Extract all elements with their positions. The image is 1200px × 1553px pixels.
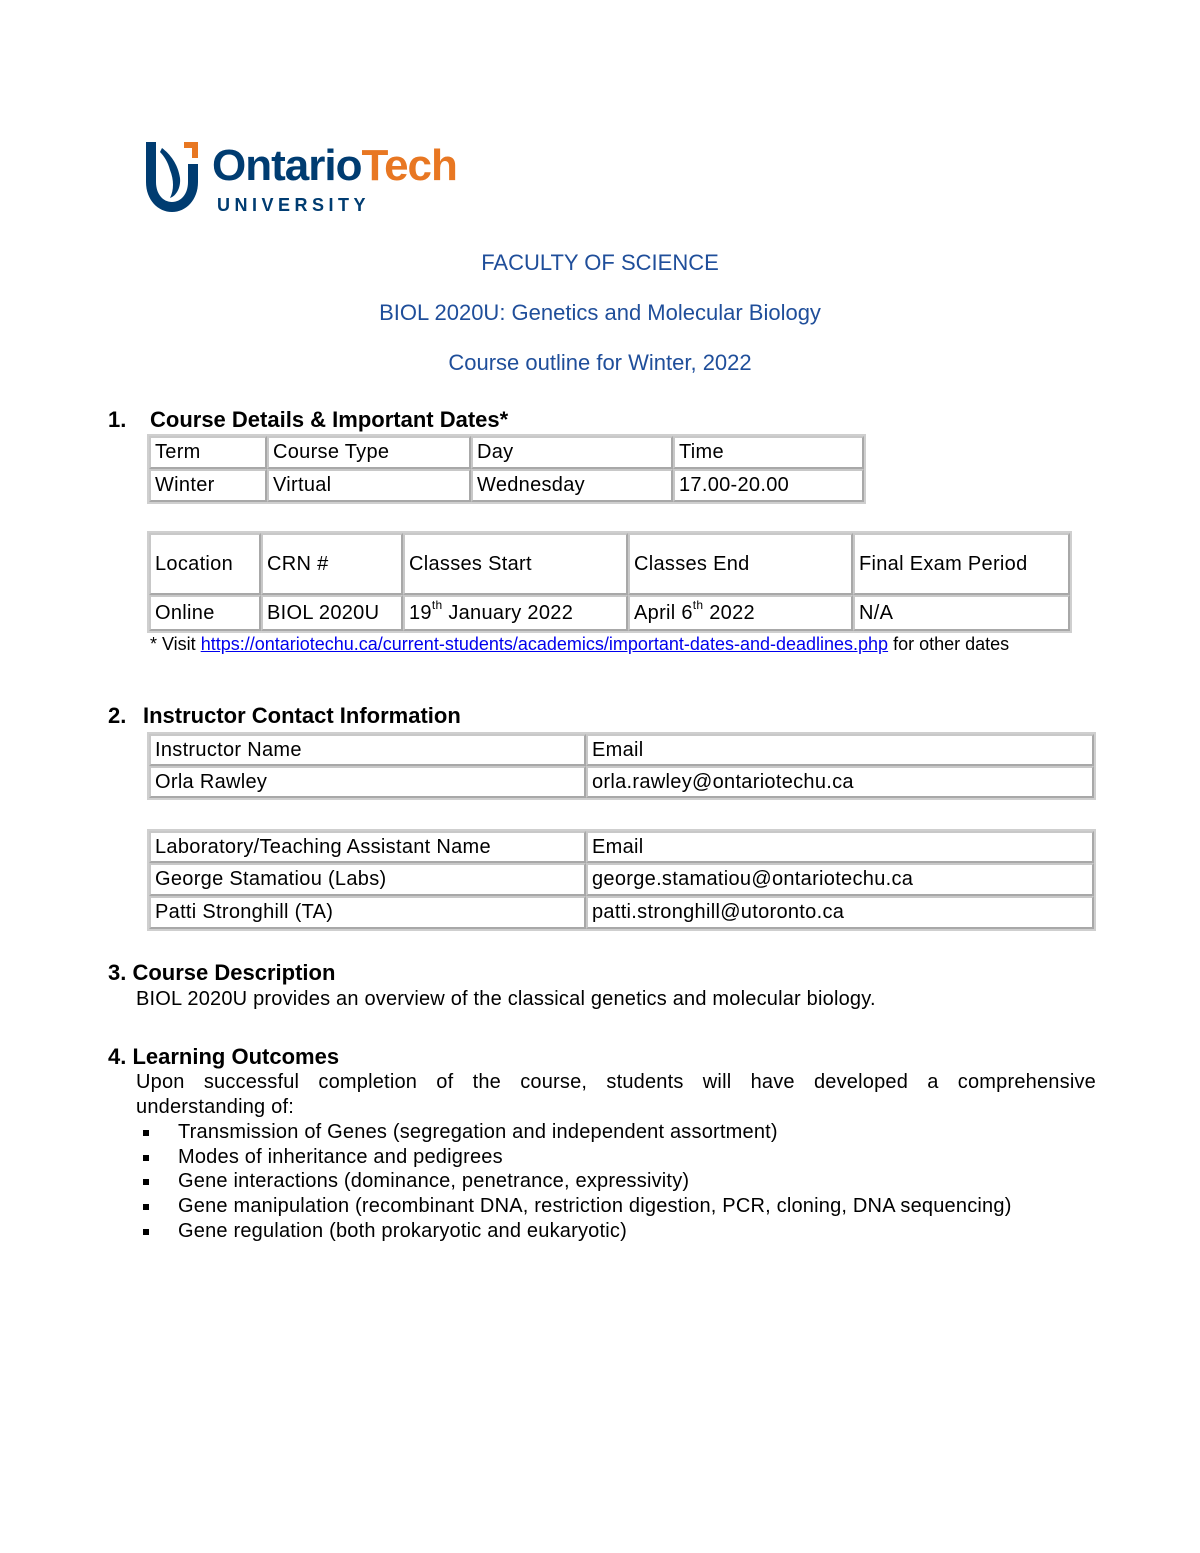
outline-subtitle: Course outline for Winter, 2022	[448, 350, 752, 375]
table-header-row	[149, 831, 1094, 863]
list-item	[136, 1145, 1012, 1170]
table-row	[149, 896, 1094, 929]
cell-instructor-name: Orla Rawley	[149, 766, 586, 798]
table-header-row	[149, 436, 864, 469]
th-day: Day	[471, 436, 673, 469]
th-ta-name: Laboratory/Teaching Assistant Name	[149, 831, 586, 863]
course-title: BIOL 2020U: Genetics and Molecular Biology	[379, 300, 821, 325]
end-rest: 2022	[703, 601, 755, 624]
dates-note	[150, 635, 1009, 653]
list-item	[136, 1194, 1012, 1219]
cell-term: Winter	[149, 469, 267, 502]
start-sup: th	[431, 597, 443, 612]
section-1-title: Course Details & Important Dates*	[150, 407, 509, 432]
th-final-exam: Final Exam Period	[853, 533, 1070, 595]
course-details-table	[147, 434, 866, 504]
logo-wordmark	[212, 141, 457, 190]
table-header-row	[149, 533, 1070, 595]
th-classes-start: Classes Start	[403, 533, 628, 595]
bullet-icon	[143, 1130, 149, 1136]
important-dates-link[interactable]: https://ontariotechu.ca/current-students/academics/important-dates-and-deadlines.php	[200, 634, 889, 654]
logo-ontario-text: Ontario	[212, 141, 362, 190]
outcome-text: Gene regulation (both prokaryotic and eukaryotic)	[178, 1219, 627, 1242]
outcomes-intro-line1: Upon successful completion of the course, students will have developed a comprehensive	[136, 1071, 1096, 1093]
start-day: 19	[409, 601, 432, 624]
table-header-row	[149, 734, 1094, 766]
course-description: BIOL 2020U provides an overview of the classical genetics and molecular biology.	[136, 988, 876, 1010]
section-3-title: 3. Course Description	[108, 960, 336, 985]
section-2-number: 2.	[108, 703, 127, 728]
cell-location: Online	[149, 595, 261, 631]
start-rest: January 2022	[442, 601, 574, 624]
table-row	[149, 863, 1094, 896]
th-location: Location	[149, 533, 261, 595]
cell-time: 17.00-20.00	[673, 469, 864, 502]
outcome-text: Gene interactions (dominance, penetrance, expressivity)	[178, 1170, 690, 1193]
th-instructor-email: Email	[586, 734, 1094, 766]
th-classes-end: Classes End	[628, 533, 853, 595]
logo-mark-icon	[140, 138, 204, 216]
cell-ta-name: Patti Stronghill (TA)	[149, 896, 586, 929]
end-sup: th	[692, 597, 704, 612]
th-time: Time	[673, 436, 864, 469]
section-2-title: Instructor Contact Information	[143, 703, 461, 728]
cell-crn: BIOL 2020U	[261, 595, 403, 631]
cell-ta-email: patti.stronghill@utoronto.ca	[586, 896, 1094, 929]
cell-day: Wednesday	[471, 469, 673, 502]
bullet-icon	[143, 1179, 149, 1185]
cell-ta-email: george.stamatiou@ontariotechu.ca	[586, 863, 1094, 896]
outcome-text: Transmission of Genes (segregation and independent assortment)	[178, 1121, 778, 1143]
cell-course-type: Virtual	[267, 469, 471, 502]
logo-university-text: UNIVERSITY	[217, 195, 371, 215]
cell-instructor-email: orla.rawley@ontariotechu.ca	[586, 766, 1094, 798]
instructor-table	[147, 732, 1096, 800]
note-prefix: * Visit	[150, 634, 201, 654]
ta-table	[147, 829, 1096, 931]
cell-classes-start	[403, 595, 628, 631]
list-item	[136, 1169, 1012, 1194]
bullet-icon	[143, 1155, 149, 1161]
table-row	[149, 595, 1070, 631]
logo-tech-text: Tech	[361, 141, 457, 190]
university-logo	[140, 138, 480, 218]
list-item	[136, 1219, 1012, 1244]
outcome-text: Modes of inheritance and pedigrees	[178, 1145, 503, 1168]
cell-final-exam: N/A	[853, 595, 1070, 631]
cell-classes-end	[628, 595, 853, 631]
th-instructor-name: Instructor Name	[149, 734, 586, 766]
end-pre: April 6	[634, 601, 693, 624]
cell-ta-name: George Stamatiou (Labs)	[149, 863, 586, 896]
section-1-number: 1.	[108, 407, 127, 432]
th-term: Term	[149, 436, 267, 469]
note-suffix: for other dates	[888, 634, 1010, 654]
list-item	[136, 1120, 1012, 1145]
th-ta-email: Email	[586, 831, 1094, 863]
outcomes-intro-line2: understanding of:	[136, 1096, 294, 1118]
table-row	[149, 766, 1094, 798]
section-4-title: 4. Learning Outcomes	[108, 1044, 340, 1069]
outcome-text: Gene manipulation (recombinant DNA, restriction digestion, PCR, cloning, DNA sequencing)	[178, 1195, 1012, 1218]
th-crn: CRN #	[261, 533, 403, 595]
th-course-type: Course Type	[267, 436, 471, 469]
bullet-icon	[143, 1229, 149, 1235]
table-row	[149, 469, 864, 502]
faculty-heading: FACULTY OF SCIENCE	[481, 250, 719, 275]
bullet-icon	[143, 1204, 149, 1210]
learning-outcomes-list	[136, 1120, 1012, 1243]
dates-table	[147, 531, 1072, 633]
